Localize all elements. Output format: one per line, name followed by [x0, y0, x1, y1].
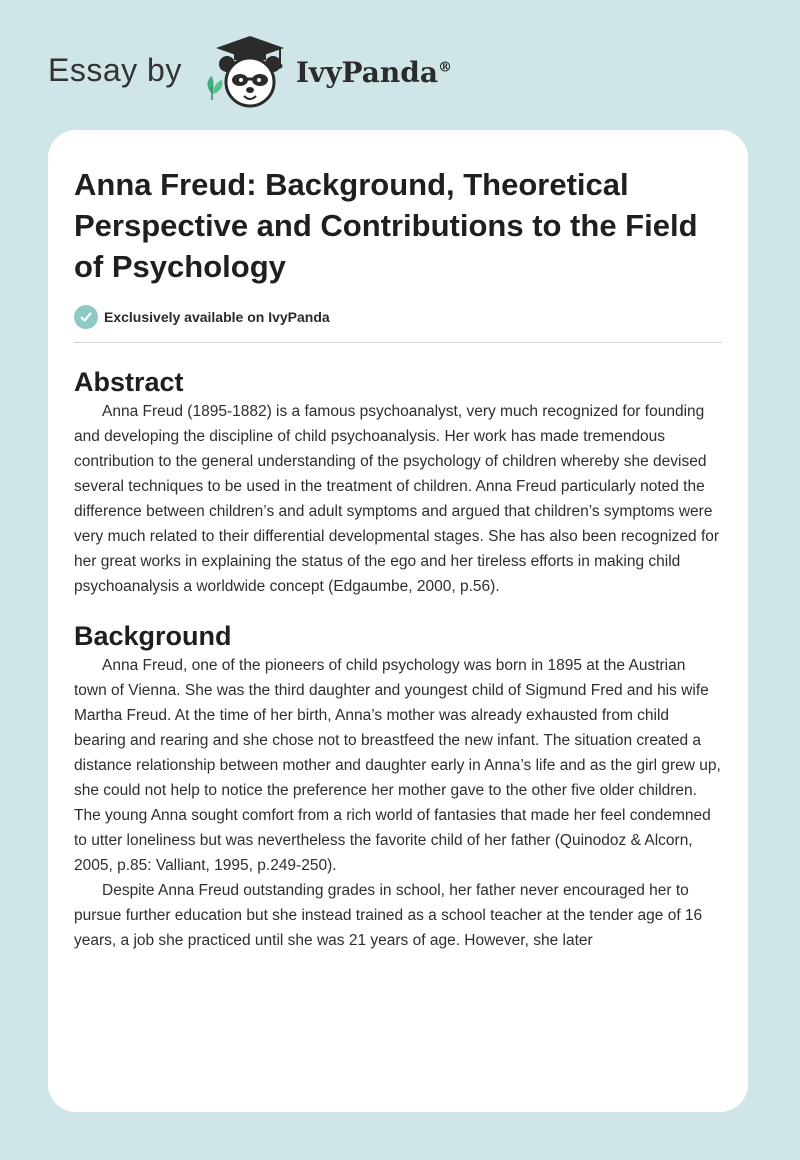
page-title: Anna Freud: Background, Theoretical Perspective and Contributions to the Field of Psychology	[74, 167, 698, 284]
panda-graduate-icon[interactable]	[200, 30, 292, 110]
essay-card	[48, 130, 748, 1112]
check-circle-icon	[74, 305, 98, 329]
registered-mark: ®	[438, 59, 452, 76]
exclusive-label: Exclusively available on IvyPanda	[104, 309, 330, 325]
site-header	[48, 30, 452, 110]
section-heading-background: Background	[74, 621, 232, 651]
section-heading-abstract: Abstract	[74, 367, 184, 397]
exclusive-badge	[74, 305, 722, 329]
abstract-paragraph: Anna Freud (1895-1882) is a famous psychoanalyst, very much recognized for founding and developing the discipline of child psychoanalysis. Her work has made tremendous contribution to the general understanding of the psychology of children whereby she devised several techniques to be used in the treatment of children. Anna Freud particularly noted the difference between children’s and adult symptoms and argued that children’s symptoms were very much related to their differential developmental stages. She has also been recognized for her great works in explaining the status of the ego and her tireless efforts in making child psychoanalysis a worldwide concept (Edgaumbe, 2000, p.56).	[74, 403, 720, 595]
background-paragraph-1: Anna Freud, one of the pioneers of child psychology was born in 1895 at the Austrian town of Vienna. She was the third daughter and youngest child of Sigmund Fred and his wife Martha Freud. At the time of her birth, Anna’s mother was already exhausted from child bearing and rearing and she chose not to breastfeed the new infant. The situation created a distance relationship between mother and daughter early in Anna’s life and as the girl grew up, she could not help to notice the preference her mother gave to the other five older children. The young Anna sought comfort from a rich world of fantasies that made her feel condemned to utter loneliness but was nevertheless the favorite child of her father (Quinodoz & Alcorn, 2005, p.85: Valliant, 1995, p.249-250).	[74, 657, 721, 874]
essay-by-label: Essay by	[48, 51, 182, 88]
brand-name[interactable]	[296, 56, 452, 89]
divider	[74, 342, 722, 343]
brand-text: IvyPanda	[295, 55, 438, 89]
background-paragraph-2: Despite Anna Freud outstanding grades in school, her father never encouraged her to pursue further education but she instead trained as a school teacher at the tender age of 16 years, a job she practiced until she was 21 years of age. However, she later	[74, 882, 703, 949]
